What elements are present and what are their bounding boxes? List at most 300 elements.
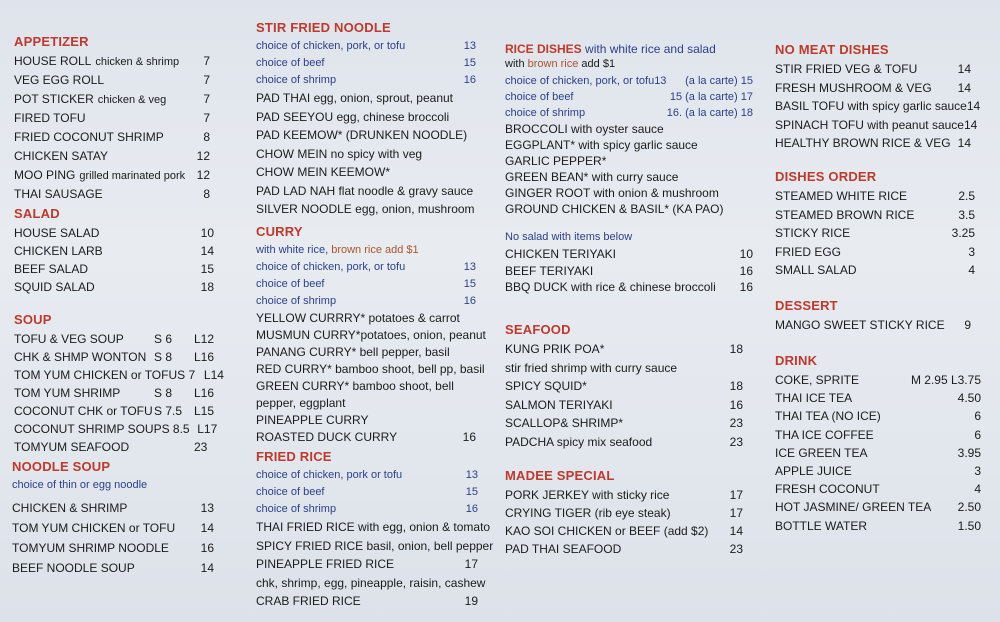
- rice-note-c: add $1: [578, 58, 616, 70]
- item-name: SALMON TERIYAKI: [505, 397, 613, 412]
- curry-note-brown: brown rice add $1: [331, 244, 419, 256]
- menu-item: [256, 555, 478, 574]
- item-price: 10: [739, 247, 753, 261]
- fried-rice-section: [256, 449, 494, 611]
- noodle-soup-section: [12, 459, 214, 578]
- item-name: PINEAPPLE FRIED RICE: [256, 557, 395, 571]
- soup-item: [14, 402, 224, 420]
- item-name: PANANG CURRY* bell pepper, basil: [256, 345, 450, 359]
- item-price: 14: [963, 117, 978, 132]
- item-name: STEAMED BROWN RICE: [775, 207, 915, 222]
- menu-item: [775, 444, 981, 462]
- menu-item: [14, 147, 210, 166]
- menu-item: [775, 498, 981, 516]
- item-price: 12: [196, 168, 210, 182]
- soup-item: [14, 438, 224, 456]
- item-price: 9: [964, 318, 971, 332]
- item-name: THA ICE COFFEE: [775, 427, 874, 442]
- menu-item: [505, 185, 753, 201]
- item-price: 16. (a la carte) 18: [666, 107, 753, 119]
- item-name: RED CURRY* bamboo shoot, bell pp, basil: [256, 362, 485, 376]
- item-name: chk, shrimp, egg, pineapple, raisin, cashew: [256, 575, 486, 590]
- item-label: [14, 52, 190, 71]
- curry-note-white: with white rice,: [256, 244, 332, 256]
- item-label: [14, 147, 190, 166]
- item-name: CHICKEN TERIYAKI: [505, 247, 616, 261]
- item-name: CHK & SHMP WONTON: [14, 350, 147, 364]
- item-name: PINEAPPLE CURRY: [256, 413, 369, 427]
- menu-item: [775, 187, 975, 206]
- menu-item: [256, 327, 486, 344]
- small-price: S 8: [154, 350, 173, 364]
- menu-item: [14, 224, 214, 242]
- menu-item: [14, 260, 214, 278]
- item-name: MANGO SWEET STICKY RICE: [775, 318, 945, 332]
- item-price: 8: [203, 187, 210, 201]
- item-price: 15: [200, 262, 214, 276]
- item-label: [14, 109, 190, 128]
- item-price: 16: [729, 397, 743, 412]
- item-name: THAI SAUSAGE: [14, 187, 103, 201]
- item-price: 17: [464, 557, 478, 571]
- item-price: 16: [739, 280, 753, 294]
- menu-item: [775, 116, 978, 135]
- large-price: L14: [203, 368, 224, 382]
- menu-item: [256, 518, 491, 537]
- soup-item: [14, 384, 224, 402]
- menu-item: [256, 412, 476, 429]
- soup-section: [14, 312, 224, 456]
- item-price: 14: [729, 524, 743, 538]
- menu-item: [775, 517, 981, 535]
- choice-row: [256, 501, 478, 518]
- item-price: 18: [200, 280, 214, 294]
- item-name: PORK JERKEY with sticky rice: [505, 488, 670, 502]
- item-price: 23: [729, 434, 743, 449]
- stir-fried-noodle-title: STIR FRIED NOODLE: [256, 20, 391, 35]
- item-price: 16: [200, 541, 214, 555]
- item-name: FIRED TOFU: [14, 111, 86, 125]
- choice-row: [256, 484, 478, 501]
- item-name: PAD KEEMOW* (DRUNKEN NOODLE): [256, 128, 468, 142]
- item-name: GARLIC PEPPER*: [505, 154, 607, 168]
- item-price: 15 (a la carte) 17: [669, 91, 753, 103]
- menu-item: [14, 185, 210, 204]
- item-price: 14: [200, 521, 214, 535]
- menu-item: [256, 182, 476, 201]
- drink-title: DRINK: [775, 353, 818, 368]
- menu-item: [14, 52, 210, 71]
- choice-label: choice of chicken, pork, or tofu: [256, 40, 406, 52]
- item-name: FRIED COCONUT SHRIMP: [14, 130, 164, 144]
- item-label: [14, 166, 190, 185]
- choice-row: [256, 276, 476, 293]
- menu-item: [775, 462, 981, 480]
- item-name: CRAB FRIED RICE: [256, 594, 361, 608]
- item-price: M 2.95 L3.75: [910, 373, 981, 387]
- madee-special-section: [505, 468, 743, 558]
- item-price: 14: [200, 561, 214, 575]
- item-name: POT STICKER: [14, 92, 94, 106]
- menu-item: [505, 377, 743, 396]
- menu-item: [256, 89, 476, 108]
- item-name: TOM YUM CHICKEN or TOFU: [14, 368, 178, 382]
- item-price: 18: [729, 342, 743, 356]
- item-name: THAI ICE TEA: [775, 391, 853, 406]
- item-price: 13: [463, 261, 476, 273]
- soup-item: [14, 330, 224, 348]
- menu-item: [775, 426, 981, 444]
- item-price: 7: [203, 92, 210, 106]
- item-price: 13: [463, 40, 476, 52]
- item-name: BBQ DUCK with rice & chinese broccoli: [505, 280, 716, 294]
- item-name: APPLE JUICE: [775, 464, 852, 479]
- noodle-soup-note: choice of thin or egg noodle: [12, 479, 148, 491]
- item-price: 23: [729, 416, 743, 430]
- item-name: HOUSE SALAD: [14, 226, 100, 240]
- choice-row: [256, 55, 476, 72]
- item-name: SPICY FRIED RICE basil, onion, bell pepper: [256, 538, 494, 553]
- menu-item: [256, 163, 476, 182]
- item-price: 3: [974, 464, 981, 479]
- menu-item: [505, 359, 743, 378]
- curry-section: [256, 224, 486, 446]
- menu-item: [256, 574, 486, 593]
- curry-note: [256, 242, 476, 259]
- menu-item: [775, 97, 981, 116]
- item-name: THAI TEA (NO ICE): [775, 409, 881, 424]
- menu-item: [14, 166, 210, 185]
- item-name: SMALL SALAD: [775, 263, 857, 277]
- large-price: L16: [194, 386, 215, 400]
- item-name: ICE GREEN TEA: [775, 445, 868, 460]
- fried-rice-title: FRIED RICE: [256, 449, 332, 464]
- item-price: 23: [729, 542, 743, 556]
- rice-dishes-title-text: RICE DISHES: [505, 42, 582, 56]
- menu-item: [14, 71, 210, 90]
- item-name: MOO PING: [14, 168, 76, 182]
- choice-row: [256, 259, 476, 276]
- item-label: [14, 185, 190, 204]
- no-meat-title: NO MEAT DISHES: [775, 42, 889, 57]
- item-price: 4: [974, 482, 981, 497]
- madee-special-title: MADEE SPECIAL: [505, 468, 615, 483]
- item-name: MUSMUN CURRY*potatoes, onion, peanut: [256, 328, 486, 342]
- item-name: HOUSE ROLL: [14, 54, 92, 68]
- item-name: BEEF TERIYAKI: [505, 263, 594, 278]
- menu-item: [775, 206, 975, 225]
- item-price: 16: [462, 430, 476, 444]
- item-price: [450, 344, 476, 361]
- menu-item: [505, 263, 753, 280]
- menu-item: [256, 126, 476, 145]
- item-name: HEALTHY BROWN RICE & VEG: [775, 136, 951, 150]
- menu-item: [775, 79, 971, 98]
- menu-item: [505, 153, 753, 169]
- item-description: chicken & shrimp: [95, 56, 180, 68]
- choice-label: choice of beef: [256, 278, 325, 290]
- menu-item: [256, 592, 478, 611]
- choice-label: choice of chicken, pork, or tofu: [256, 261, 406, 273]
- menu-item: [12, 558, 214, 578]
- choice-row: [256, 72, 476, 89]
- item-name: COCONUT CHK or TOFU: [14, 404, 153, 418]
- dishes-order-title: DISHES ORDER: [775, 169, 877, 184]
- menu-item: [775, 480, 981, 498]
- large-price: L12: [194, 332, 215, 346]
- menu-item: [505, 486, 743, 504]
- menu-item: [256, 537, 494, 556]
- item-label: [14, 128, 190, 147]
- dessert-section: [775, 298, 971, 334]
- item-name: SPINACH TOFU with peanut sauce: [775, 117, 964, 132]
- item-price: 15: [463, 57, 476, 69]
- menu-item: [775, 316, 971, 334]
- noodle-soup-title: NOODLE SOUP: [12, 459, 111, 474]
- small-price: S 7.5: [154, 404, 183, 418]
- item-price: 1.50: [957, 518, 981, 533]
- menu-item: [14, 278, 214, 296]
- item-price: 8: [203, 130, 210, 144]
- menu-item: [775, 134, 971, 153]
- item-price: 4.50: [957, 391, 981, 406]
- item-name: TOMYUM SHRIMP NOODLE: [12, 541, 169, 555]
- rice-dishes-note: [505, 56, 753, 73]
- menu-item: [14, 128, 210, 147]
- large-price: L15: [194, 404, 215, 418]
- item-price: 17: [729, 488, 743, 502]
- item-name: BEEF SALAD: [14, 262, 89, 276]
- item-description: chicken & veg: [97, 94, 167, 106]
- menu-item: [256, 108, 476, 127]
- item-name: CHOW MEIN no spicy with veg: [256, 146, 423, 161]
- item-price: 14: [957, 80, 971, 95]
- menu-item: [505, 504, 743, 522]
- item-name: COKE, SPRITE: [775, 373, 860, 387]
- item-name: CHOW MEIN KEEMOW*: [256, 165, 390, 179]
- menu-item: [505, 246, 753, 263]
- item-name: BROCCOLI with oyster sauce: [505, 122, 664, 136]
- item-name: VEG EGG ROLL: [14, 73, 105, 87]
- item-name: BOTTLE WATER: [775, 518, 868, 533]
- item-name: FRIED EGG: [775, 244, 842, 259]
- item-name: GINGER ROOT with onion & mushroom: [505, 186, 719, 200]
- item-price: 2.5: [958, 189, 975, 203]
- item-name: PAD THAI SEAFOOD: [505, 542, 622, 556]
- item-name: CHICKEN & SHRIMP: [12, 501, 128, 515]
- item-price: [460, 310, 476, 327]
- item-label: [14, 71, 190, 90]
- menu-item: [775, 371, 981, 389]
- menu-item: [775, 261, 975, 280]
- menu-item: [505, 396, 743, 415]
- menu-item: [14, 90, 210, 109]
- item-price: 6: [974, 409, 981, 424]
- item-name: BEEF NOODLE SOUP: [12, 561, 135, 575]
- small-price: S 8.5: [161, 422, 190, 436]
- menu-item: [12, 498, 214, 518]
- rice-dishes-section: [505, 42, 753, 296]
- item-price: 3: [968, 244, 975, 259]
- item-name: FRESH COCONUT: [775, 482, 880, 497]
- item-price: 14: [957, 136, 971, 150]
- item-price: 7: [203, 111, 210, 125]
- item-price: [446, 395, 476, 412]
- choice-row: [256, 38, 476, 55]
- seafood-section: [505, 322, 743, 451]
- item-price: 13: [200, 501, 214, 515]
- salad-title: SALAD: [14, 206, 60, 221]
- curry-title: CURRY: [256, 224, 303, 239]
- choice-label: choice of shrimp: [256, 74, 337, 86]
- dishes-order-section: [775, 169, 975, 280]
- soup-item: [14, 348, 224, 366]
- item-price: 2.50: [957, 500, 981, 515]
- menu-item: [12, 538, 214, 558]
- choice-row: [505, 89, 753, 105]
- item-name: ROASTED DUCK CURRY: [256, 430, 398, 444]
- menu-item: [256, 145, 476, 164]
- item-name: SPICY SQUID*: [505, 379, 587, 393]
- menu-item: [256, 310, 476, 327]
- seafood-title: SEAFOOD: [505, 322, 571, 337]
- item-name: KAO SOI CHICKEN or BEEF (add $2): [505, 524, 709, 538]
- appetizer-section: [14, 34, 210, 204]
- menu-item: [505, 433, 743, 452]
- choice-row: [505, 105, 753, 121]
- item-name: TOM YUM SHRIMP: [14, 386, 121, 400]
- menu-item: [505, 340, 743, 359]
- stir-fried-noodle-section: [256, 20, 476, 219]
- item-name: STEAMED WHITE RICE: [775, 189, 908, 203]
- item-name: PADCHA spicy mix seafood: [505, 434, 653, 449]
- item-name: TOFU & VEG SOUP: [14, 332, 124, 346]
- item-price: 10: [200, 226, 214, 240]
- item-name: KUNG PRIK POA*: [505, 342, 605, 356]
- item-name: SCALLOP& SHRIMP*: [505, 416, 624, 430]
- item-price: 3.95: [957, 445, 981, 460]
- item-price: 14: [957, 62, 971, 76]
- small-price: S 6: [154, 332, 173, 346]
- menu-item: [256, 344, 476, 361]
- item-price: 4: [968, 263, 975, 277]
- item-name: CRYING TIGER (rib eye steak): [505, 506, 671, 520]
- menu-item: [775, 389, 981, 407]
- item-price: 7: [203, 54, 210, 68]
- menu-item: [256, 361, 485, 378]
- item-price: [713, 359, 743, 378]
- item-price: 18: [729, 379, 743, 393]
- choice-label: choice of shrimp: [256, 295, 337, 307]
- menu-item: [14, 109, 210, 128]
- menu-item: [775, 60, 971, 79]
- item-name: BASIL TOFU with spicy garlic sauce: [775, 99, 967, 113]
- item-name: TOMYUM SEAFOOD: [14, 440, 130, 454]
- rice-dishes-title: [505, 42, 753, 56]
- item-price: 6: [974, 427, 981, 442]
- menu-item: [12, 518, 214, 538]
- rice-dishes-title-sub: with white rice and salad: [585, 42, 716, 56]
- menu-item: [505, 121, 753, 137]
- rice-note-a: with: [505, 58, 528, 70]
- item-price: 17: [729, 506, 743, 520]
- menu-item: [505, 414, 743, 433]
- menu-item: [775, 243, 975, 262]
- large-price: L17: [197, 422, 218, 436]
- item-price: 16: [739, 263, 753, 278]
- item-price: 16: [463, 295, 476, 307]
- item-name: STICKY RICE: [775, 226, 851, 240]
- menu-item: [775, 224, 975, 243]
- menu-item: [256, 378, 476, 395]
- item-price: 13: [465, 469, 478, 481]
- menu-item: [505, 279, 753, 296]
- item-price: 14: [200, 244, 214, 258]
- menu-item: [256, 200, 476, 219]
- item-price: (a la carte) 15: [685, 75, 753, 87]
- item-price: 16: [463, 74, 476, 86]
- item-name: SILVER NOODLE egg, onion, mushroom: [256, 202, 475, 216]
- no-meat-section: [775, 42, 981, 153]
- item-name: CHICKEN SATAY: [14, 149, 109, 163]
- soup-item: [14, 420, 224, 438]
- no-salad-note: No salad with items below: [505, 231, 633, 243]
- choice-row: [256, 467, 478, 484]
- choice-label: choice of beef: [256, 486, 325, 498]
- item-name: GREEN CURRY* bamboo shoot, bell: [256, 379, 454, 393]
- rice-note-b: brown rice: [527, 58, 579, 70]
- item-name: SQUID SALAD: [14, 280, 95, 294]
- item-price: 15: [463, 278, 476, 290]
- item-name: CHICKEN LARB: [14, 244, 103, 258]
- item-name: PAD SEEYOU egg, chinese broccoli: [256, 109, 450, 124]
- menu-item: [505, 137, 753, 153]
- item-price: [454, 378, 476, 395]
- item-name: GREEN BEAN* with curry sauce: [505, 170, 679, 184]
- item-label: [14, 90, 190, 109]
- choice-label: choice of shrimp: [505, 107, 586, 119]
- item-name: PAD THAI egg, onion, sprout, peanut: [256, 91, 454, 105]
- menu-item: [14, 242, 214, 260]
- item-name: STIR FRIED VEG & TOFU: [775, 62, 918, 76]
- choice-label: choice of beef: [256, 57, 325, 69]
- item-price: 3.5: [958, 207, 975, 222]
- item-name: PAD LAD NAH flat noodle & gravy sauce: [256, 183, 474, 198]
- choice-row: [505, 73, 753, 89]
- large-price: 23: [194, 440, 208, 454]
- item-name: HOT JASMINE/ GREEN TEA: [775, 500, 932, 515]
- choice-label: choice of chicken, pork or tofu: [256, 469, 403, 481]
- item-price: 19: [464, 594, 478, 608]
- small-price: S 8: [154, 386, 173, 400]
- item-name: YELLOW CURRRY* potatoes & carrot: [256, 311, 460, 325]
- item-name: FRESH MUSHROOM & VEG: [775, 80, 932, 95]
- drink-section: [775, 353, 981, 535]
- menu-item: [775, 407, 981, 425]
- appetizer-title: APPETIZER: [14, 34, 89, 49]
- item-name: COCONUT SHRIMP SOUP: [14, 422, 162, 436]
- item-name: stir fried shrimp with curry sauce: [505, 360, 678, 375]
- menu-item: [505, 540, 743, 558]
- choice-label: choice of chicken, pork, or tofu13: [505, 75, 667, 87]
- item-price: 16: [465, 503, 478, 515]
- item-name: pepper, eggplant: [256, 396, 346, 410]
- large-price: L16: [194, 350, 215, 364]
- item-description: grilled marinated pork: [79, 170, 186, 182]
- dessert-title: DESSERT: [775, 298, 838, 313]
- choice-label: choice of shrimp: [256, 503, 337, 515]
- item-price: 7: [203, 73, 210, 87]
